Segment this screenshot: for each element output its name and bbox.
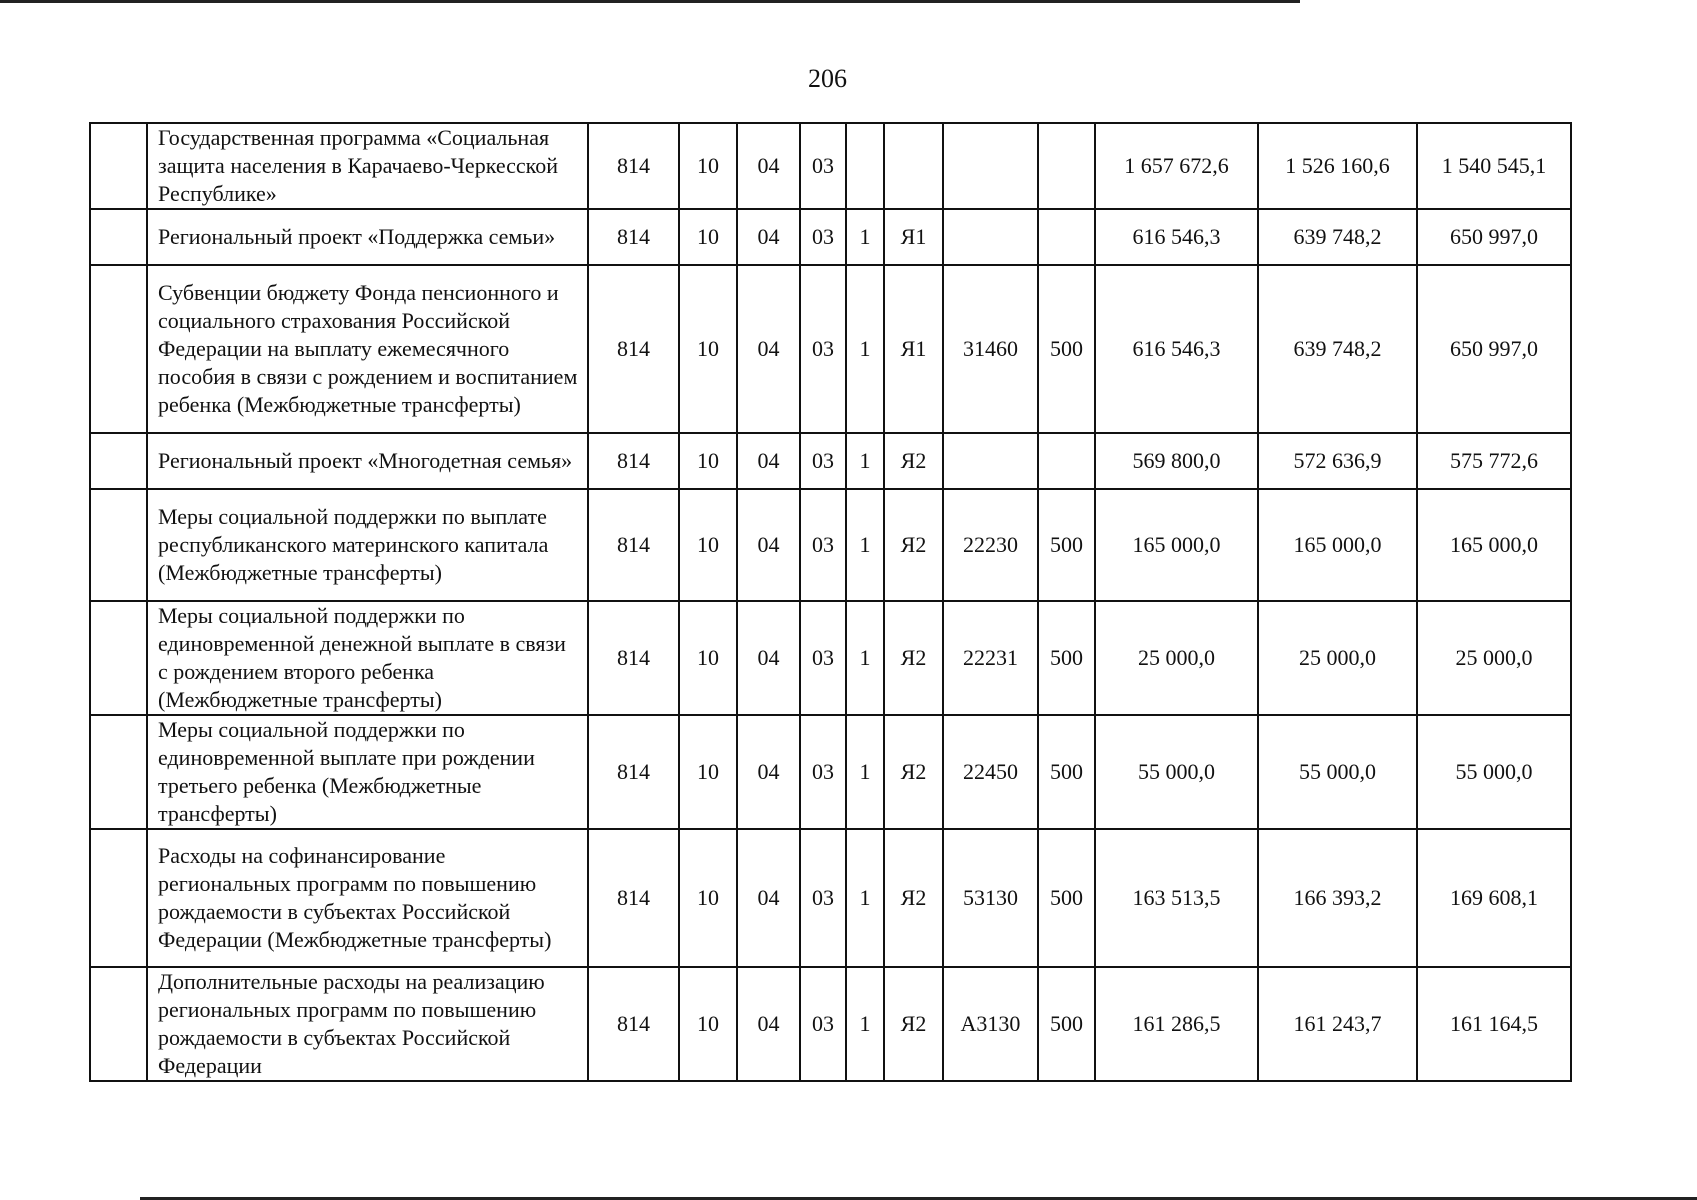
amount-year-2-cell: 165 000,0 (1258, 489, 1417, 601)
expense-type-code-cell (1038, 433, 1095, 489)
section-code-cell: 10 (679, 433, 737, 489)
expense-code-cell: 22230 (943, 489, 1038, 601)
top-scan-rule (0, 0, 1300, 3)
amount-year-1-cell: 25 000,0 (1095, 601, 1258, 715)
ministry-code-cell: 814 (588, 715, 679, 829)
amount-year-3-cell: 161 164,5 (1417, 967, 1571, 1081)
expense-code-cell (943, 433, 1038, 489)
expense-code-cell: 22450 (943, 715, 1038, 829)
table-row (90, 829, 1571, 967)
expense-type-code-cell: 500 (1038, 829, 1095, 967)
amount-year-2-cell: 572 636,9 (1258, 433, 1417, 489)
table-row (90, 715, 1571, 829)
expense-type-code-cell: 500 (1038, 715, 1095, 829)
amount-year-1-cell: 161 286,5 (1095, 967, 1258, 1081)
subprogram-code-cell (846, 123, 884, 209)
subsection-code-cell: 04 (737, 209, 800, 265)
amount-year-1-cell: 569 800,0 (1095, 433, 1258, 489)
row-number-cell (90, 433, 147, 489)
amount-year-2-cell: 639 748,2 (1258, 209, 1417, 265)
program-code-cell: 03 (800, 967, 846, 1081)
expense-type-code-cell: 500 (1038, 601, 1095, 715)
row-number-cell (90, 829, 147, 967)
amount-year-1-cell: 55 000,0 (1095, 715, 1258, 829)
amount-year-3-cell: 169 608,1 (1417, 829, 1571, 967)
table-row (90, 265, 1571, 433)
subprogram-code-cell: 1 (846, 433, 884, 489)
amount-year-2-cell: 1 526 160,6 (1258, 123, 1417, 209)
subprogram-code-cell: 1 (846, 209, 884, 265)
section-code-cell: 10 (679, 715, 737, 829)
program-code-cell: 03 (800, 489, 846, 601)
amount-year-1-cell: 165 000,0 (1095, 489, 1258, 601)
item-name-cell: Субвенции бюджету Фонда пенсионного и социального страхования Российской Федерации на выплату ежемесячного пособия в связи с рождением и воспитанием ребенка (Межбюджетные трансферты) (147, 265, 588, 433)
table-row (90, 489, 1571, 601)
section-code-cell: 10 (679, 829, 737, 967)
subprogram-code-cell: 1 (846, 601, 884, 715)
ministry-code-cell: 814 (588, 829, 679, 967)
program-code-cell: 03 (800, 829, 846, 967)
amount-year-2-cell: 161 243,7 (1258, 967, 1417, 1081)
expense-code-cell: 53130 (943, 829, 1038, 967)
amount-year-3-cell: 165 000,0 (1417, 489, 1571, 601)
project-code-cell: Я1 (884, 209, 943, 265)
table-body (90, 123, 1571, 1081)
expense-type-code-cell: 500 (1038, 265, 1095, 433)
program-code-cell: 03 (800, 265, 846, 433)
expense-code-cell: 22231 (943, 601, 1038, 715)
amount-year-1-cell: 1 657 672,6 (1095, 123, 1258, 209)
table-row (90, 601, 1571, 715)
item-name-cell: Региональный проект «Поддержка семьи» (147, 209, 588, 265)
amount-year-3-cell: 25 000,0 (1417, 601, 1571, 715)
subsection-code-cell: 04 (737, 123, 800, 209)
expense-code-cell: А3130 (943, 967, 1038, 1081)
row-number-cell (90, 601, 147, 715)
project-code-cell (884, 123, 943, 209)
subsection-code-cell: 04 (737, 433, 800, 489)
subprogram-code-cell: 1 (846, 967, 884, 1081)
item-name-cell: Региональный проект «Многодетная семья» (147, 433, 588, 489)
expense-code-cell (943, 123, 1038, 209)
ministry-code-cell: 814 (588, 489, 679, 601)
subprogram-code-cell: 1 (846, 265, 884, 433)
project-code-cell: Я2 (884, 601, 943, 715)
ministry-code-cell: 814 (588, 265, 679, 433)
project-code-cell: Я2 (884, 489, 943, 601)
section-code-cell: 10 (679, 601, 737, 715)
item-name-cell: Меры социальной поддержки по единовременной выплате при рождении третьего ребенка (Межбюджетные трансферты) (147, 715, 588, 829)
amount-year-3-cell: 1 540 545,1 (1417, 123, 1571, 209)
ministry-code-cell: 814 (588, 209, 679, 265)
subsection-code-cell: 04 (737, 715, 800, 829)
budget-table (89, 122, 1572, 1082)
project-code-cell: Я2 (884, 967, 943, 1081)
ministry-code-cell: 814 (588, 433, 679, 489)
amount-year-3-cell: 55 000,0 (1417, 715, 1571, 829)
section-code-cell: 10 (679, 265, 737, 433)
subsection-code-cell: 04 (737, 829, 800, 967)
subsection-code-cell: 04 (737, 265, 800, 433)
row-number-cell (90, 123, 147, 209)
ministry-code-cell: 814 (588, 601, 679, 715)
table-row (90, 123, 1571, 209)
item-name-cell: Государственная программа «Социальная защита населения в Карачаево-Черкесской Республике» (147, 123, 588, 209)
section-code-cell: 10 (679, 967, 737, 1081)
amount-year-3-cell: 650 997,0 (1417, 209, 1571, 265)
program-code-cell: 03 (800, 209, 846, 265)
amount-year-2-cell: 25 000,0 (1258, 601, 1417, 715)
expense-type-code-cell (1038, 123, 1095, 209)
row-number-cell (90, 265, 147, 433)
subsection-code-cell: 04 (737, 601, 800, 715)
program-code-cell: 03 (800, 123, 846, 209)
amount-year-3-cell: 650 997,0 (1417, 265, 1571, 433)
subprogram-code-cell: 1 (846, 489, 884, 601)
project-code-cell: Я1 (884, 265, 943, 433)
expense-type-code-cell: 500 (1038, 489, 1095, 601)
section-code-cell: 10 (679, 489, 737, 601)
subsection-code-cell: 04 (737, 489, 800, 601)
subsection-code-cell: 04 (737, 967, 800, 1081)
ministry-code-cell: 814 (588, 123, 679, 209)
section-code-cell: 10 (679, 209, 737, 265)
amount-year-3-cell: 575 772,6 (1417, 433, 1571, 489)
program-code-cell: 03 (800, 601, 846, 715)
program-code-cell: 03 (800, 715, 846, 829)
expense-code-cell (943, 209, 1038, 265)
amount-year-1-cell: 163 513,5 (1095, 829, 1258, 967)
item-name-cell: Меры социальной поддержки по выплате республиканского материнского капитала (Межбюджетные трансферты) (147, 489, 588, 601)
section-code-cell: 10 (679, 123, 737, 209)
subprogram-code-cell: 1 (846, 715, 884, 829)
row-number-cell (90, 209, 147, 265)
project-code-cell: Я2 (884, 829, 943, 967)
amount-year-1-cell: 616 546,3 (1095, 209, 1258, 265)
amount-year-2-cell: 55 000,0 (1258, 715, 1417, 829)
expense-type-code-cell (1038, 209, 1095, 265)
item-name-cell: Расходы на софинансирование региональных программ по повышению рождаемости в субъектах Российской Федерации (Межбюджетные трансферты) (147, 829, 588, 967)
item-name-cell: Меры социальной поддержки по единовременной денежной выплате в связи с рождением второго ребенка (Межбюджетные трансферты) (147, 601, 588, 715)
row-number-cell (90, 715, 147, 829)
expense-type-code-cell: 500 (1038, 967, 1095, 1081)
program-code-cell: 03 (800, 433, 846, 489)
expense-code-cell: 31460 (943, 265, 1038, 433)
table-row (90, 967, 1571, 1081)
table-row (90, 433, 1571, 489)
row-number-cell (90, 489, 147, 601)
amount-year-2-cell: 639 748,2 (1258, 265, 1417, 433)
page-number: 206 (808, 64, 847, 93)
amount-year-1-cell: 616 546,3 (1095, 265, 1258, 433)
item-name-cell: Дополнительные расходы на реализацию региональных программ по повышению рождаемости в субъектах Российской Федерации (147, 967, 588, 1081)
subprogram-code-cell: 1 (846, 829, 884, 967)
project-code-cell: Я2 (884, 433, 943, 489)
ministry-code-cell: 814 (588, 967, 679, 1081)
amount-year-2-cell: 166 393,2 (1258, 829, 1417, 967)
project-code-cell: Я2 (884, 715, 943, 829)
row-number-cell (90, 967, 147, 1081)
table-row (90, 209, 1571, 265)
